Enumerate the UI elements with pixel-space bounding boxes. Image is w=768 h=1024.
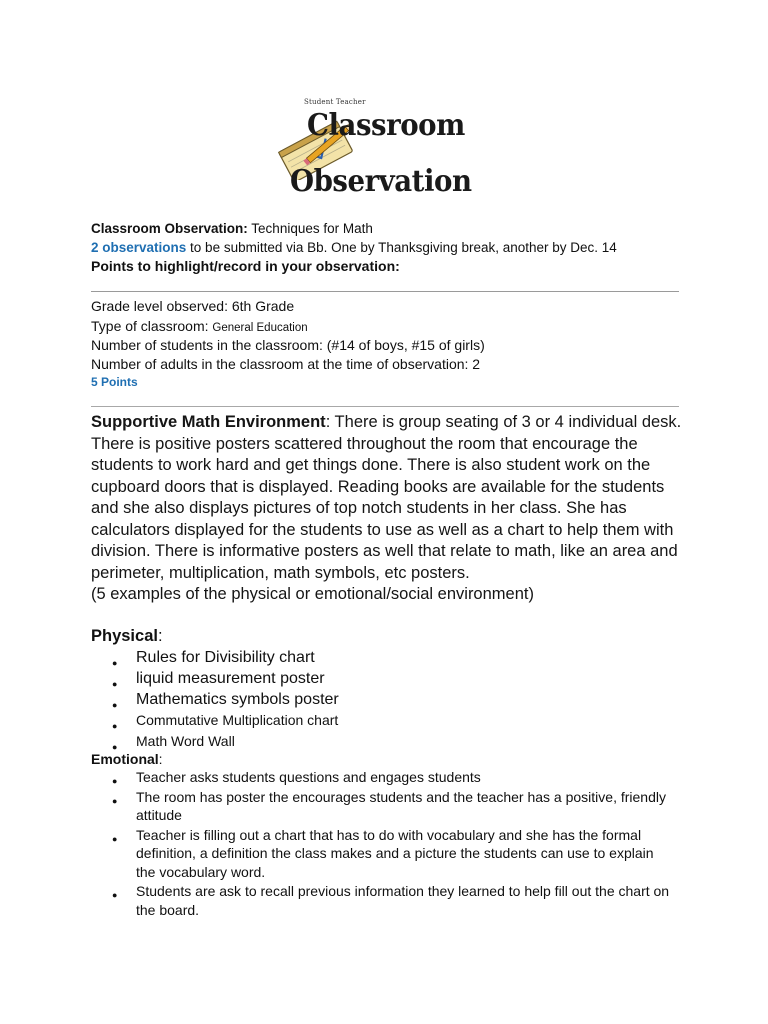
observations-text: to be submitted via Bb. One by Thanksgiving break, another by Dec. 14 (186, 240, 617, 255)
emotional-heading-line: Emotional: (91, 751, 163, 767)
observations-count: 2 observations (91, 240, 187, 255)
emotional-list (91, 768, 671, 920)
environment-paragraph (91, 412, 691, 606)
list-item: ● liquid measurement poster (91, 668, 671, 689)
physical-list (91, 647, 671, 752)
details-points: 5 Points (91, 375, 138, 389)
classroom-type-value: General Education (212, 322, 308, 334)
logo-word-observation: Observation (290, 164, 472, 199)
logo-caption: Student Teacher (304, 98, 366, 106)
title-line (91, 221, 373, 236)
physical-heading-line: Physical: (91, 627, 163, 645)
list-item: ● Teacher is filling out a chart that has to do with vocabulary and she has the formal definition, a definition the class makes and a picture the students can use to explain the vocabulary word. (91, 826, 671, 882)
classroom-observation-logo (272, 92, 492, 207)
grade-level: Grade level observed: 6th Grade (91, 298, 295, 314)
list-item: ● Math Word Wall (91, 731, 671, 752)
adult-count: Number of adults in the classroom at the time of observation: 2 (91, 356, 481, 372)
logo-word-classroom: Classroom (307, 108, 465, 143)
list-item: ● Rules for Divisibility chart (91, 647, 671, 668)
divider-middle (91, 406, 679, 407)
environment-heading: Supportive Math Environment (91, 413, 326, 431)
student-count: Number of students in the classroom: (#14 of boys, #15 of girls) (91, 337, 485, 353)
title-label: Classroom Observation: (91, 221, 248, 236)
list-item: ● Students are ask to recall previous information they learned to help fill out the chart on the board. (91, 882, 671, 919)
emotional-heading: Emotional (91, 751, 159, 767)
environment-text: : There is group seating of 3 or 4 individual desk. There is positive posters scattered throughout the room that encourage the students to work hard and get things done. There is also student work on the cupboard doors that is displayed. Reading books are available for the students and she also displays pictures of top notch students in her class. She has calculators displayed for the students to use as well as a chart to help them with division. There is informative posters as well that relate to math, like an area and perimeter, multiplication, math symbols, etc posters. (91, 413, 682, 582)
physical-heading: Physical (91, 627, 158, 645)
classroom-type-line (91, 318, 308, 334)
environment-note: (5 examples of the physical or emotional/social environment) (91, 585, 534, 603)
title-value: Techniques for Math (247, 221, 373, 236)
list-item: ● Teacher asks students questions and engages students (91, 768, 671, 787)
classroom-type-label: Type of classroom: (91, 318, 213, 334)
list-item: ● The room has poster the encourages students and the teacher has a positive, friendly attitude (91, 788, 671, 825)
list-item: ● Mathematics symbols poster (91, 689, 671, 710)
points-heading: Points to highlight/record in your observation: (91, 258, 400, 274)
list-item: ● Commutative Multiplication chart (91, 710, 671, 731)
observations-line (91, 240, 617, 255)
divider-top (91, 291, 679, 292)
